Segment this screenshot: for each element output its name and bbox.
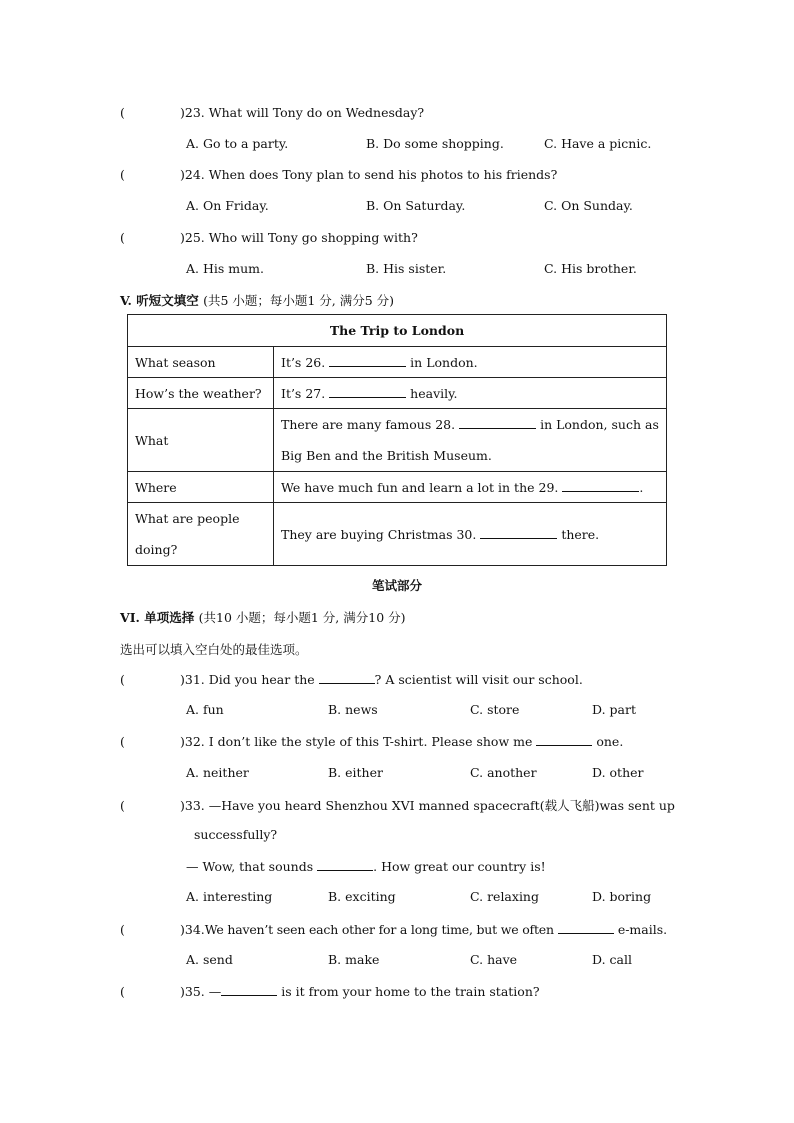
section-score: (共5 小题；每小题1 分, 满分5 分): [203, 293, 395, 308]
question-number: )25.: [180, 230, 205, 245]
answer-paren: (: [120, 798, 125, 813]
option-c: C. On Sunday.: [544, 198, 633, 213]
question-text: When does Tony plan to send his photos to his friends?: [208, 167, 558, 182]
trip-table: [127, 314, 667, 566]
answer-blank[interactable]: [319, 671, 375, 684]
question-24: [120, 167, 557, 182]
answer-blank-29[interactable]: [562, 479, 639, 492]
row-content: It’s 26. in London.: [274, 347, 667, 378]
answer-paren: (: [120, 922, 125, 937]
option-d: D. call: [592, 952, 632, 967]
answer-paren: (: [120, 230, 125, 245]
table-row: [128, 503, 667, 566]
row-label: Where: [128, 472, 274, 503]
section-6-heading: [120, 608, 406, 626]
question-31: ( )31. Did you hear the ? A scientist will visit our school.: [120, 672, 583, 687]
row-label: What: [128, 409, 274, 472]
option-c: C. Have a picnic.: [544, 136, 652, 151]
table-row: [128, 378, 667, 409]
question-25: [120, 230, 418, 245]
option-a: A. neither: [186, 765, 249, 780]
answer-blank-28[interactable]: [459, 416, 536, 429]
section-title: VI. 单项选择: [120, 610, 195, 625]
row-content: There are many famous 28. in London, such as Big Ben and the British Museum.: [274, 409, 667, 472]
option-c: C. store: [470, 702, 520, 717]
option-c: C. His brother.: [544, 261, 637, 276]
answer-blank-26[interactable]: [329, 354, 406, 367]
answer-paren: (: [120, 984, 125, 999]
written-part-heading: 笔试部分: [371, 578, 422, 593]
option-a: A. send: [186, 952, 233, 967]
question-number: )34.: [180, 922, 205, 937]
question-35: ( )35. — is it from your home to the train station?: [120, 984, 540, 999]
option-a: A. interesting: [186, 889, 273, 904]
row-content: We have much fun and learn a lot in the 29. .: [274, 472, 667, 503]
option-a: A. fun: [186, 702, 224, 717]
question-number: )23.: [180, 105, 205, 120]
answer-paren: (: [120, 734, 125, 749]
answer-blank-27[interactable]: [329, 385, 406, 398]
option-b: B. On Saturday.: [366, 198, 466, 213]
row-label: What season: [128, 347, 274, 378]
option-b: B. make: [328, 952, 380, 967]
option-b: B. His sister.: [366, 261, 447, 276]
question-text: What will Tony do on Wednesday?: [208, 105, 425, 120]
question-number: )35.: [180, 984, 205, 999]
table-row: [128, 347, 667, 378]
option-d: D. part: [592, 702, 636, 717]
answer-blank[interactable]: [317, 858, 373, 871]
question-number: )32.: [180, 734, 205, 749]
answer-blank[interactable]: [536, 733, 592, 746]
option-b: B. exciting: [328, 889, 396, 904]
question-32: ( )32. I don’t like the style of this T-shirt. Please show me one.: [120, 734, 624, 749]
question-34: ( )34.We haven’t seen each other for a long time, but we often e-mails.: [120, 922, 668, 937]
section-title: V. 听短文填空: [120, 293, 199, 308]
question-text: Who will Tony go shopping with?: [208, 230, 418, 245]
answer-blank[interactable]: [221, 983, 277, 996]
question-number: )31.: [180, 672, 205, 687]
option-a: A. Go to a party.: [186, 136, 289, 151]
table-title: The Trip to London: [128, 315, 667, 347]
option-c: C. relaxing: [470, 889, 539, 904]
question-number: )33.: [180, 798, 205, 813]
section-5-heading: [120, 291, 394, 309]
option-b: B. news: [328, 702, 378, 717]
instruction: 选出可以填入空白处的最佳选项。: [120, 642, 308, 657]
answer-blank-30[interactable]: [480, 526, 557, 539]
question-33-reply: — Wow, that sounds . How great our country is!: [186, 859, 546, 874]
section-score: (共10 小题；每小题1 分, 满分10 分): [198, 610, 406, 625]
option-c: C. another: [470, 765, 537, 780]
row-label: How’s the weather?: [128, 378, 274, 409]
option-a: A. On Friday.: [186, 198, 269, 213]
question-33: ( )33. —Have you heard Shenzhou XVI manned spacecraft(载人飞船)was sent up: [120, 798, 675, 813]
answer-paren: (: [120, 672, 125, 687]
answer-paren: (: [120, 105, 125, 120]
option-b: B. Do some shopping.: [366, 136, 504, 151]
answer-paren: (: [120, 167, 125, 182]
row-content: They are buying Christmas 30. there.: [274, 503, 667, 566]
option-d: D. boring: [592, 889, 652, 904]
table-row: [128, 472, 667, 503]
question-number: )24.: [180, 167, 205, 182]
option-a: A. His mum.: [186, 261, 264, 276]
option-b: B. either: [328, 765, 383, 780]
answer-blank[interactable]: [558, 921, 614, 934]
option-c: C. have: [470, 952, 518, 967]
table-row: [128, 409, 667, 472]
question-23: [120, 105, 424, 120]
question-33-continued: successfully?: [194, 827, 278, 842]
option-d: D. other: [592, 765, 644, 780]
row-label: What are people doing?: [128, 503, 274, 566]
row-content: It’s 27. heavily.: [274, 378, 667, 409]
